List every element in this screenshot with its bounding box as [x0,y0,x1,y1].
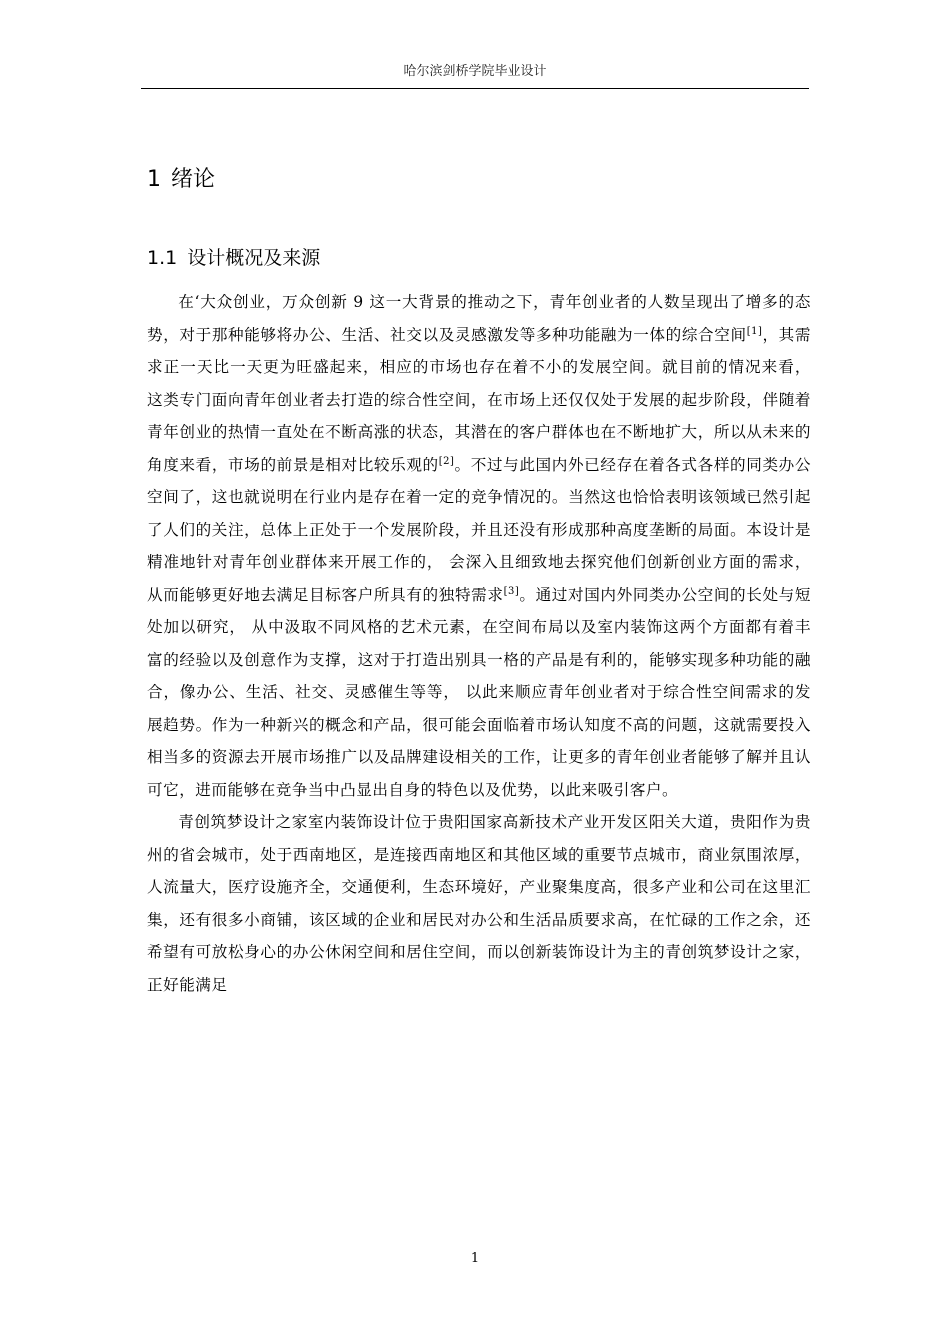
section-title-text: 设计概况及来源 [187,247,321,269]
page-number: 1 [470,1251,480,1266]
section-number: 1.1 [147,247,178,269]
chapter-title-text: 绪论 [171,167,216,192]
paragraph-1 [147,286,811,806]
chapter-number: 1 [147,167,161,192]
paragraph-1-part-3: 。不过与此国内外已经存在着各式各样的同类办公空间了，这也就说明在行业内是存在着一定的竞争情况的。当然这也恰恰表明该领域已然引起了人们的关注，总体上正处于一个发展阶段，并且还没有形成那种高度垄断的局面。本设计是精准地针对青年创业群体来开展工作的， 会深入且细致地去探究他们创新创业方面的需求，从而能够更好地去满足目标客户所具有的独特需求 [147,455,811,604]
paragraph-1-part-1: 在‘大众创业，万众创新 9 这一大背景的推动之下，青年创业者的人数呈现出了增多的态势，对于那种能够将办公、生活、社交以及灵感激发等多种功能融为一体的综合空间 [147,293,811,344]
body-text [147,286,811,1001]
citation-2: [2] [438,455,455,467]
page-header: 哈尔滨剑桥学院毕业设计 [403,64,547,79]
chapter-title [147,165,215,195]
section-title [147,244,320,272]
citation-1: [1] [746,325,763,337]
paragraph-1-part-2: ，其需求正一天比一天更为旺盛起来，相应的市场也存在着不小的发展空间。就目前的情况来看， 这类专门面向青年创业者去打造的综合性空间，在市场上还仅仅处于发展的起步阶段，伴随着青年创业的热情一直处在不断高涨的状态，其潜在的客户群体也在不断地扩大，所以从未来的角度来看，市场的前景是相对比较乐观的 [147,325,811,474]
paragraph-2: 青创筑梦设计之家室内装饰设计位于贵阳国家高新技术产业开发区阳关大道，贵阳作为贵州的省会城市，处于西南地区，是连接西南地区和其他区域的重要节点城市，商业氛围浓厚，人流量大，医疗设施齐全，交通便利，生态环境好，产业聚集度高，很多产业和公司在这里汇集，还有很多小商铺，该区域的企业和居民对办公和生活品质要求高，在忙碌的工作之余，还希望有可放松身心的办公休闲空间和居住空间，而以创新装饰设计为主的青创筑梦设计之家，正好能满足 [147,813,811,994]
citation-3: [3] [503,585,520,597]
paragraph-1-part-4: 。通过对国内外同类办公空间的长处与短处加以研究， 从中汲取不同风格的艺术元素，在空间布局以及室内装饰这两个方面都有着丰富的经验以及创意作为支撑，这对于打造出别具一格的产品是有利的，能够实现多种功能的融合，像办公、生活、社交、灵感催生等等， 以此来顺应青年创业者对于综合性空间需求的发展趋势。作为一种新兴的概念和产品，很可能会面临着市场认知度不高的问题，这就需要投入相当多的资源去开展市场推广以及品牌建设相关的工作，让更多的青年创业者能够了解并且认可它，进而能够在竞争当中凸显出自身的特色以及优势，以此来吸引客户。 [147,585,811,799]
header-rule [141,88,809,89]
